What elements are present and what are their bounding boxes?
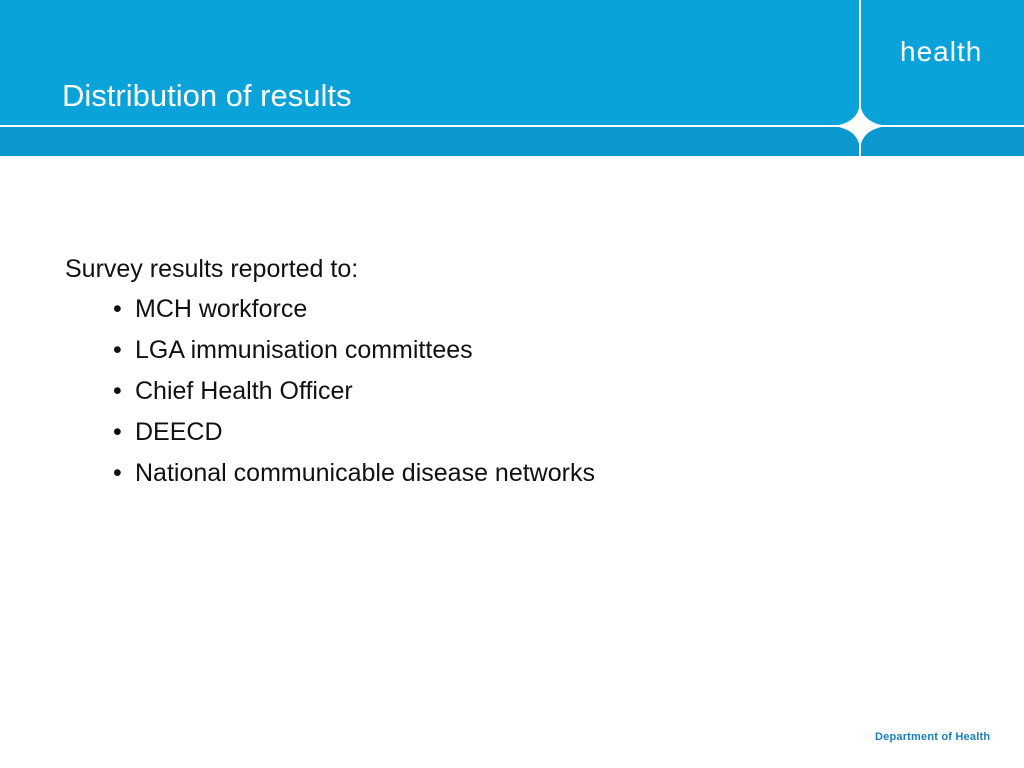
list-item <box>113 453 945 494</box>
brand-logo-text: health <box>900 36 983 67</box>
bullet-icon: • <box>113 336 122 364</box>
list-item-text: Chief Health Officer <box>135 377 353 405</box>
bullet-icon: • <box>113 295 122 323</box>
list-item-text: DEECD <box>135 418 223 446</box>
bullet-icon: • <box>113 377 122 405</box>
star-icon <box>831 103 889 149</box>
bullet-icon: • <box>113 418 122 446</box>
list-item-text: National communicable disease networks <box>135 459 595 487</box>
content-area <box>65 249 945 494</box>
slide-title: Distribution of results <box>62 78 352 113</box>
footer-department-logo: Department of Health <box>875 731 991 743</box>
list-item-text: MCH workforce <box>135 295 308 323</box>
list-item-text: LGA immunisation committees <box>135 336 473 364</box>
bullet-icon: • <box>113 459 122 487</box>
list-item <box>113 412 945 453</box>
list-item <box>113 289 945 330</box>
bullet-list <box>65 289 945 494</box>
list-item <box>113 330 945 371</box>
intro-text: Survey results reported to: <box>65 255 359 283</box>
list-item <box>113 371 945 412</box>
